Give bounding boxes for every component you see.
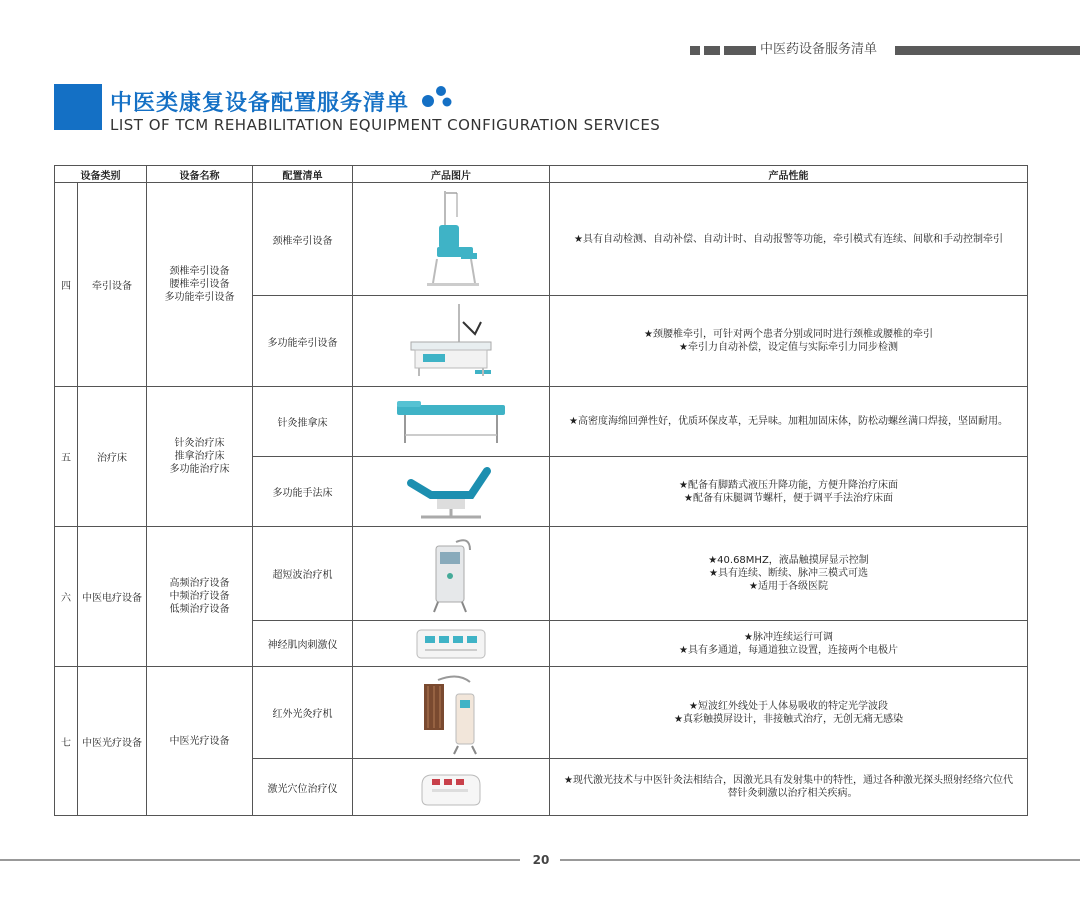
laser-acupoint-therapy-device-image — [418, 765, 484, 809]
table-row — [55, 387, 1028, 457]
device-name: 颈椎牵引设备 — [169, 266, 230, 277]
group-number: 四 — [55, 183, 78, 387]
product-image — [353, 387, 550, 457]
config-item: 超短波治疗机 — [253, 527, 353, 621]
table-header-row — [55, 166, 1028, 183]
device-name: 中医光疗设备 — [169, 735, 230, 747]
device-name: 多功能治疗床 — [169, 464, 230, 475]
section-title: 中医药设备服务清单 — [760, 42, 878, 57]
device-name: 低频治疗设备 — [169, 604, 230, 615]
header-decor-bar — [724, 46, 756, 55]
product-image — [353, 621, 550, 667]
product-image — [353, 759, 550, 816]
feature-line: ★具有连续、断续、脉冲三模式可选 — [709, 568, 868, 579]
config-item: 激光穴位治疗仪 — [253, 759, 353, 816]
feature-line: ★具有多通道，每通道独立设置，连接两个电极片 — [679, 644, 898, 656]
group-names — [147, 667, 253, 816]
group-category: 治疗床 — [78, 387, 147, 527]
header-image: 产品图片 — [353, 166, 550, 183]
feature-line: ★适用于各级医院 — [749, 581, 828, 592]
multi-traction-bed-image — [403, 300, 499, 382]
header-features: 产品性能 — [550, 166, 1028, 183]
table-row — [55, 183, 1028, 296]
feature-line: 替针灸刺激以治疗相关疾病。 — [727, 788, 858, 799]
config-item: 多功能手法床 — [253, 457, 353, 527]
product-image — [353, 457, 550, 527]
feature-line: ★配备有床腿调节螺杆，便于调平手法治疗床面 — [684, 492, 893, 504]
feature-cell — [550, 387, 1028, 457]
header-decor-bar — [895, 46, 1080, 55]
feature-line: ★脉冲连续运行可调 — [744, 631, 833, 643]
device-name: 高频治疗设备 — [169, 578, 230, 589]
product-image — [353, 296, 550, 387]
feature-cell — [550, 667, 1028, 759]
header-config: 配置清单 — [253, 166, 353, 183]
feature-line: ★短波红外线处于人体易吸收的特定光学波段 — [689, 700, 888, 712]
product-image — [353, 183, 550, 296]
feature-line: ★配备有脚踏式液压升降功能，方便升降治疗床面 — [679, 479, 898, 491]
acupuncture-bed-image — [393, 397, 509, 447]
neuromuscular-stimulator-image — [415, 626, 487, 662]
feature-line: ★牵引力自动补偿，设定值与实际牵引力同步检测 — [679, 342, 898, 353]
group-names — [147, 183, 253, 387]
page-title: 中医类康复设备配置服务清单 — [110, 91, 410, 116]
config-item: 多功能牵引设备 — [253, 296, 353, 387]
device-name: 推拿治疗床 — [174, 451, 225, 462]
feature-line: ★高密度海绵回弹性好，优质环保皮革，无异味。加粗加固床体，防松动螺丝满口焊接，坚固耐用。 — [569, 416, 1008, 427]
feature-cell — [550, 183, 1028, 296]
group-number: 六 — [55, 527, 78, 667]
device-name: 针灸治疗床 — [174, 438, 225, 449]
device-name: 腰椎牵引设备 — [169, 279, 230, 290]
feature-cell — [550, 296, 1028, 387]
feature-line: ★颈腰椎牵引，可针对两个患者分别或同时进行颈椎或腰椎的牵引 — [644, 329, 933, 340]
massage-bed-image — [401, 461, 501, 523]
infrared-moxibustion-machine-image — [418, 670, 484, 756]
equipment-table — [54, 165, 1028, 816]
title-blue-block — [54, 84, 102, 130]
header-decor-square — [690, 46, 700, 55]
group-category: 牵引设备 — [78, 183, 147, 387]
dots-decoration-icon — [421, 83, 455, 111]
feature-line: ★40.68MHZ，液晶触摸屏显示控制 — [708, 555, 869, 566]
footer-line — [0, 859, 520, 861]
shortwave-therapy-machine-image — [426, 532, 476, 616]
table-row — [55, 667, 1028, 759]
table-row — [55, 527, 1028, 621]
header-decor-square — [704, 46, 720, 55]
cervical-traction-chair-image — [411, 187, 491, 291]
group-category: 中医光疗设备 — [78, 667, 147, 816]
page-subtitle: LIST OF TCM REHABILITATION EQUIPMENT CONFIGURATION SERVICES — [110, 116, 661, 134]
feature-cell — [550, 621, 1028, 667]
group-category: 中医电疗设备 — [78, 527, 147, 667]
feature-cell — [550, 527, 1028, 621]
section-header — [690, 42, 1080, 58]
group-names — [147, 387, 253, 527]
group-number: 五 — [55, 387, 78, 527]
feature-cell — [550, 759, 1028, 816]
header-name: 设备名称 — [147, 166, 253, 183]
product-image — [353, 527, 550, 621]
group-number: 七 — [55, 667, 78, 816]
device-name: 多功能牵引设备 — [164, 292, 235, 303]
product-image — [353, 667, 550, 759]
config-item: 针灸推拿床 — [253, 387, 353, 457]
feature-line: ★现代激光技术与中医针灸法相结合，因激光具有发射集中的特性，通过各种激光探头照射经络穴位代 — [564, 775, 1013, 786]
config-item: 神经肌肉刺激仪 — [253, 621, 353, 667]
config-item: 红外光灸疗机 — [253, 667, 353, 759]
config-item: 颈椎牵引设备 — [253, 183, 353, 296]
feature-line: ★具有自动检测、自动补偿、自动计时、自动报警等功能，牵引模式有连续、间歇和手动控制牵引 — [574, 233, 1003, 245]
page-number: 20 — [532, 853, 550, 867]
footer-line — [560, 859, 1080, 861]
header-category: 设备类别 — [55, 166, 147, 183]
device-name: 中频治疗设备 — [169, 591, 230, 602]
group-names — [147, 527, 253, 667]
feature-line: ★真彩触摸屏设计，非接触式治疗，无创无痛无感染 — [674, 713, 903, 725]
feature-cell — [550, 457, 1028, 527]
